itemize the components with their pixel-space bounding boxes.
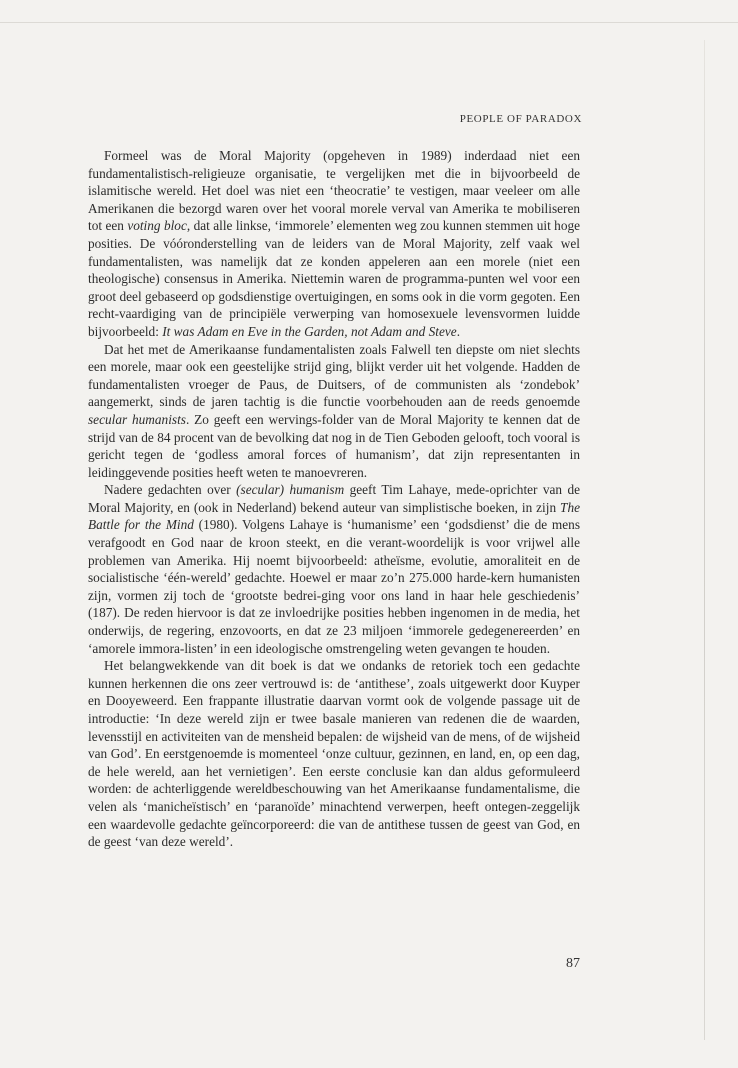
right-margin-rule bbox=[704, 40, 705, 1040]
text-segment: . bbox=[456, 323, 461, 339]
text-segment: Formeel was de Moral Majority (opgeheven in 1989) inderdaad niet een fundamentalistisch-religieuze organisatie, te vergelijken met die in bijvoorbeeld de islamitische wereld. Het doel was niet een ‘theocratie’ te vestigen, maar veeleer om alle Amerikanen die bezorgd waren over het vooral morele verval van Amerika te mobiliseren tot een bbox=[88, 148, 580, 234]
text-segment: geeft Tim Lahaye, mede-oprichter van de Moral Majority, en (ook in Nederland) bekend auteur van simplistische boeken, in zijn bbox=[88, 482, 581, 515]
running-head: PEOPLE OF PARADOX bbox=[459, 113, 582, 125]
top-edge-rule bbox=[0, 22, 738, 23]
text-segment: . Zo geeft een wervings-folder van de Moral Majority te kennen dat de strijd van de 84 procent van de bevolking dat nog in de Tien Geboden gelooft, toch vooral is gericht tegen de ‘godless amoral forces of humanism’, dat zijn representanten in leidinggevende posities heeft weten te manoevreren. bbox=[88, 411, 580, 480]
page-number: 87 bbox=[566, 956, 580, 971]
paragraph-2 bbox=[88, 341, 580, 482]
paragraph-3 bbox=[88, 481, 580, 657]
italic-segment: (secular) humanism bbox=[236, 482, 345, 498]
text-segment: Nadere gedachten over bbox=[104, 482, 237, 498]
paragraph-1 bbox=[88, 147, 580, 341]
italic-segment: voting bloc bbox=[127, 218, 187, 234]
paragraph-4 bbox=[88, 657, 580, 851]
italic-segment: It was Adam en Eve in the Garden, not Adam and Steve bbox=[162, 323, 457, 339]
text-segment: Dat het met de Amerikaanse fundamentalisten zoals Falwell ten diepste om niet slechts een morele, maar ook een geestelijke strijd ging, blijkt verder uit het volgende. Hadden de fundamentalisten vroeger de Paus, de Duitsers, of de communisten als ‘zondebok’ aangemerkt, sinds de jaren tachtig is die functie voorbehouden aan de reeds genoemde bbox=[88, 341, 580, 410]
text-segment: (1980). Volgens Lahaye is ‘humanisme’ een ‘godsdienst’ die de mens verafgoodt en God naar de kroon steekt, en die verant-woordelijk is voor vrijwel alle problemen van Amerika. Hij noemt bijvoorbeeld: atheïsme, evolutie, amoraliteit en de socialistische ‘één-wereld’ gedachte. Hoewel er maar zo’n 275.000 harde-kern humanisten zijn, vormen zij toch de ‘grootste bedrei-ging voor ons land in haar hele geschiedenis’ (187). De reden hiervoor is dat ze invloedrijke posities hebben ingenomen in de media, het onderwijs, de regering, enzovoorts, en dat ze 23 miljoen ‘immorele gedegenereerden’ en ‘amorele immora-listen’ in een ideologische omstrengeling weten gevangen te houden. bbox=[88, 517, 580, 656]
text-segment: Het belangwekkende van dit boek is dat we ondanks de retoriek toch een gedachte kunnen herkennen die ons zeer vertrouwd is: de ‘antithese’, zoals uitgewerkt door Kuyper en Dooyeweerd. Een frappante illustratie daarvan vormt ook de volgende passage uit de introductie: ‘In deze wereld zijn er twee basale manieren van redenen die de waarden, levensstijl en activiteiten van de mensheid bepalen: de wijsheid van de mens, of de wijsheid van God’. En eerstgenoemde is momenteel ‘onze cultuur, gezinnen, en land, en, op een dag, de hele wereld, aan het vernietigen’. Een eerste conclusie kan dan aldus geformuleerd worden: de achterliggende wereldbeschouwing van het Amerikaanse fundamentalisme, die velen als ‘manicheïstisch’ en ‘paranoïde’ minachtend verwerpen, heeft ontegen-zeggelijk een waardevolle gedachte geïncorporeerd: die van de antithese tussen de geest van God, en de geest ‘van deze wereld’. bbox=[88, 658, 580, 850]
italic-segment: The Battle for the Mind bbox=[88, 499, 580, 533]
italic-segment: secular humanists bbox=[88, 411, 186, 427]
text-segment: , dat alle linkse, ‘immorele’ elementen weg zou kunnen stemmen uit hoge posities. De vóóronderstelling van de leiders van de Moral Majority, zelf vaak wel fundamentalisten, was namelijk dat ze konden appeleren aan een morele (niet een theologische) consensus in Amerika. Niettemin waren de programma-punten wel voor een groot deel gebaseerd op godsdienstige overtuigingen, en soms ook in die vorm gegoten. Een recht-vaardiging van de principiële verwerping van homosexuele levensvormen luidde bijvoorbeeld: bbox=[88, 218, 581, 339]
body-text bbox=[88, 147, 580, 851]
